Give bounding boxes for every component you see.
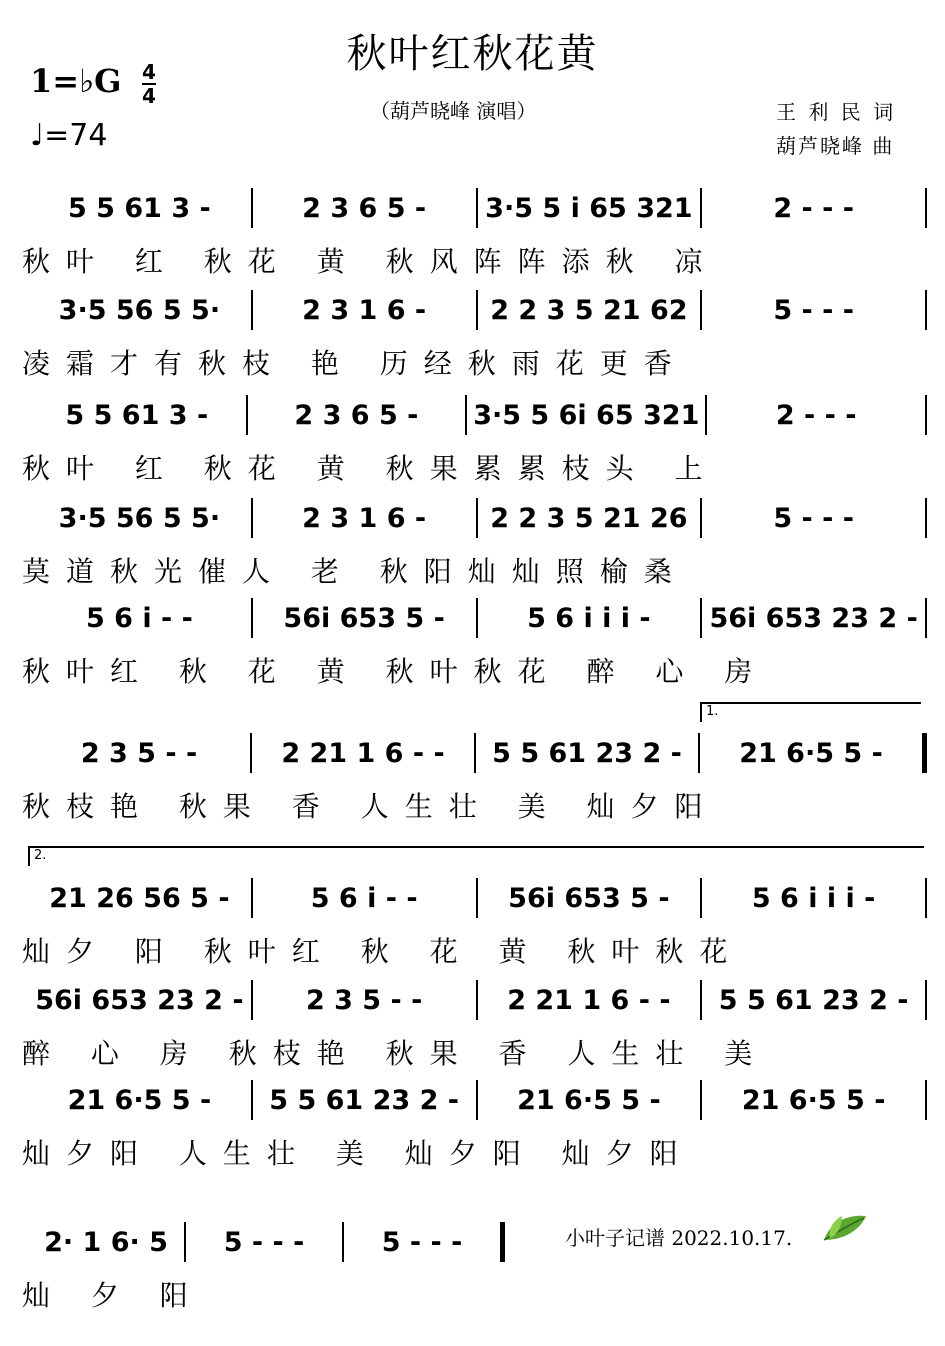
measure: 5 5 61 23 2 - bbox=[269, 1084, 459, 1116]
volta-first-label: 1. bbox=[706, 704, 719, 719]
barline bbox=[500, 1222, 505, 1262]
measure: 5 - - - bbox=[223, 1226, 305, 1258]
barline bbox=[925, 498, 927, 538]
notation-line bbox=[28, 498, 927, 538]
time-signature-bottom: 4 bbox=[142, 84, 156, 108]
measure: 2 21 1 6 - - bbox=[507, 984, 671, 1016]
measure: 2 2 3 5 21 26 bbox=[490, 502, 688, 534]
transcriber-credit: 小叶子记谱 2022.10.17. bbox=[565, 1226, 793, 1250]
time-signature-top: 4 bbox=[142, 60, 156, 84]
barline bbox=[925, 1080, 927, 1120]
barline bbox=[925, 290, 927, 330]
measure: 5 5 61 23 2 - bbox=[492, 737, 682, 769]
barline bbox=[922, 733, 927, 773]
measure: 21 6·5 5 - bbox=[741, 1084, 886, 1116]
measure: 56i 653 5 - bbox=[508, 882, 670, 914]
volta-second bbox=[28, 846, 924, 866]
notation-row bbox=[0, 498, 945, 538]
measure: 56i 653 23 2 - bbox=[709, 602, 918, 634]
measure: 21 6·5 5 - bbox=[67, 1084, 212, 1116]
measure: 3·5 5 i 65 321 bbox=[485, 192, 693, 224]
measure: 5 6 i i i - bbox=[751, 882, 876, 914]
measure: 5 6 i - - bbox=[310, 882, 418, 914]
performer-subtitle: （葫芦晓峰 演唱） bbox=[370, 99, 537, 123]
measure: 2 - - - bbox=[773, 192, 854, 224]
notation-row bbox=[0, 1080, 945, 1120]
time-signature bbox=[142, 62, 156, 106]
measure: 5 6 i i i - bbox=[527, 602, 651, 634]
notation-line bbox=[28, 980, 927, 1020]
lyric-line: 凌霜才有秋枝 艳 历经秋雨花更香 bbox=[22, 347, 688, 378]
song-title: 秋叶红秋花黄 bbox=[346, 31, 599, 77]
measure: 21 6·5 5 - bbox=[739, 737, 883, 769]
notation-row bbox=[0, 188, 945, 228]
measure: 2 21 1 6 - - bbox=[281, 737, 445, 769]
measure: 21 6·5 5 - bbox=[517, 1084, 661, 1116]
measure: 56i 653 5 - bbox=[283, 602, 445, 634]
composer-credit: 葫芦晓峰 曲 bbox=[776, 134, 895, 158]
notation-line bbox=[28, 395, 927, 435]
volta-second-label: 2. bbox=[34, 848, 47, 863]
measure: 5 6 i - - bbox=[85, 602, 193, 634]
lyric-line: 莫道秋光催人 老 秋阳灿灿照榆桑 bbox=[22, 555, 688, 586]
lyric-line: 秋叶 红 秋花 黄 秋风阵阵添秋 凉 bbox=[22, 245, 719, 276]
notation-row bbox=[0, 290, 945, 330]
measure: 5 5 61 3 - bbox=[65, 399, 209, 431]
measure: 2 3 1 6 - bbox=[302, 294, 427, 326]
notation-row bbox=[0, 598, 945, 638]
barline bbox=[925, 598, 927, 638]
measure: 2 3 6 5 - bbox=[294, 399, 419, 431]
volta-first bbox=[700, 702, 921, 722]
notation-row bbox=[0, 733, 945, 773]
measure: 5 - - - bbox=[381, 1226, 463, 1258]
notation-line bbox=[28, 188, 927, 228]
lyric-line: 灿 夕 阳 bbox=[22, 1279, 204, 1310]
key-signature: 1=♭G bbox=[30, 62, 122, 100]
notation-line bbox=[28, 290, 927, 330]
measure: 21 26 56 5 - bbox=[49, 882, 230, 914]
notation-row bbox=[0, 395, 945, 435]
measure: 2 3 6 5 - bbox=[302, 192, 427, 224]
lyric-line: 秋叶红 秋 花 黄 秋叶秋花 醉 心 房 bbox=[22, 655, 769, 686]
barline bbox=[925, 188, 927, 228]
measure: 3·5 56 5 5· bbox=[58, 294, 221, 326]
measure: 5 - - - bbox=[773, 502, 854, 534]
lyric-line: 秋枝艳 秋果 香 人生壮 美 灿夕阳 bbox=[22, 790, 719, 821]
leaf-icon bbox=[820, 1210, 870, 1248]
barline bbox=[925, 980, 927, 1020]
measure: 2 3 5 - - bbox=[80, 737, 198, 769]
lyricist-credit: 王 利 民 词 bbox=[776, 100, 897, 124]
measure: 2· 1 6· 5 bbox=[44, 1226, 168, 1258]
measure: 2 3 5 - - bbox=[305, 984, 423, 1016]
notation-line bbox=[28, 598, 927, 638]
lyric-line: 灿夕 阳 秋叶红 秋 花 黄 秋叶秋花 bbox=[22, 935, 744, 966]
measure: 56i 653 23 2 - bbox=[35, 984, 244, 1016]
lyric-line: 秋叶 红 秋花 黄 秋果累累枝头 上 bbox=[22, 452, 719, 483]
measure: 5 - - - bbox=[773, 294, 854, 326]
measure: 3·5 5 6i 65 321 bbox=[473, 399, 700, 431]
measure: 3·5 56 5 5· bbox=[58, 502, 221, 534]
lyric-line: 醉 心 房 秋枝艳 秋果 香 人生壮 美 bbox=[22, 1037, 769, 1068]
notation-line bbox=[28, 1080, 927, 1120]
measure: 2 3 1 6 - bbox=[302, 502, 427, 534]
measure: 5 5 61 23 2 - bbox=[718, 984, 909, 1016]
notation-row bbox=[0, 1222, 945, 1262]
notation-line bbox=[28, 878, 927, 918]
notation-line bbox=[28, 1222, 505, 1262]
measure: 2 - - - bbox=[775, 399, 857, 431]
tempo-marking: ♩=74 bbox=[30, 118, 108, 153]
notation-row bbox=[0, 980, 945, 1020]
notation-line bbox=[28, 733, 927, 773]
measure: 2 2 3 5 21 62 bbox=[490, 294, 688, 326]
barline bbox=[925, 878, 927, 918]
notation-row bbox=[0, 878, 945, 918]
lyric-line: 灿夕阳 人生壮 美 灿夕阳 灿夕阳 bbox=[22, 1137, 694, 1168]
measure: 5 5 61 3 - bbox=[68, 192, 211, 224]
barline bbox=[925, 395, 927, 435]
